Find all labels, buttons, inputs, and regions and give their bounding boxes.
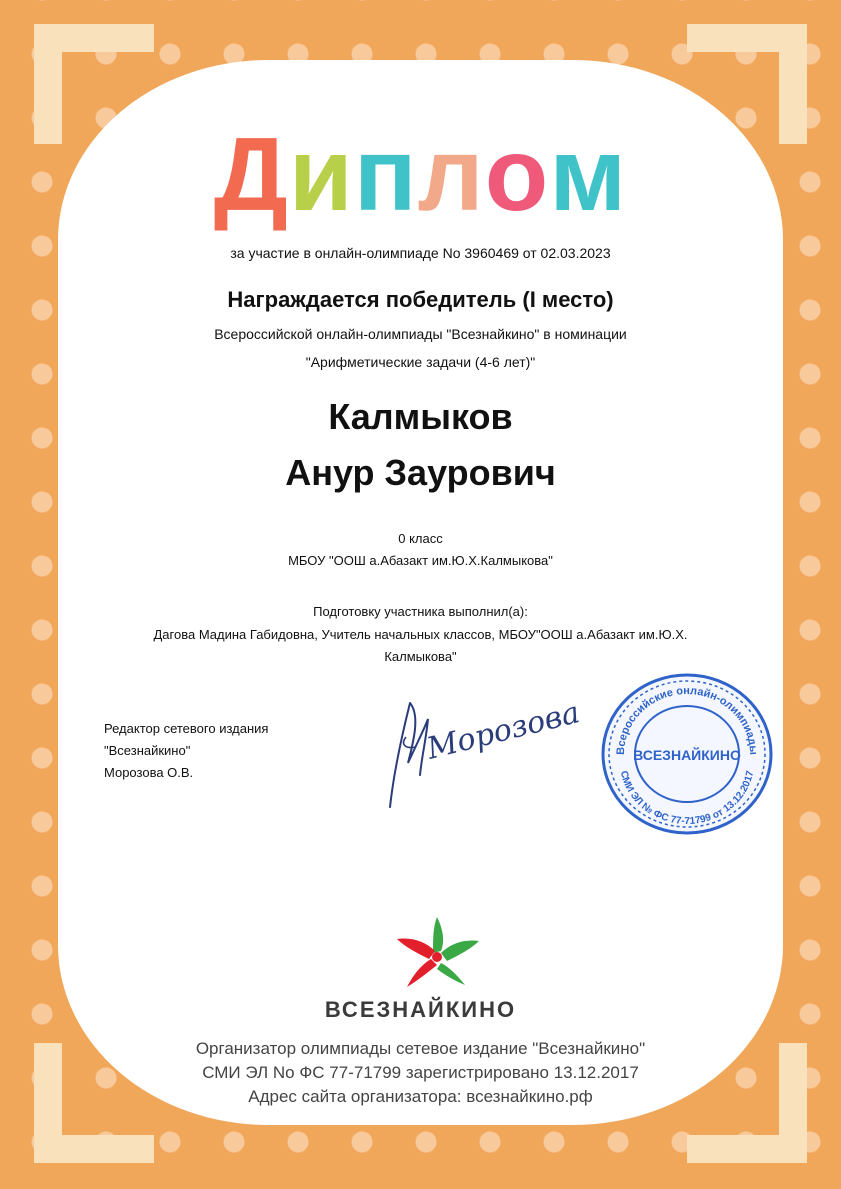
footer-registration: СМИ ЭЛ No ФС 77-71799 зарегистрировано 13.12.2017: [202, 1063, 639, 1082]
editor-name: Морозова О.В.: [104, 765, 194, 780]
title-letter: м: [549, 117, 628, 233]
recipient-surname: Калмыков: [328, 396, 513, 437]
stamp-ring-top: Всероссийские онлайн-олимпиады: [614, 684, 760, 756]
award-heading: Награждается победитель (I место): [227, 287, 614, 312]
editor-title: Редактор сетевого издания: [104, 721, 269, 736]
olympiad-line: Всероссийской онлайн-олимпиады "Всезнайкино" в номинации: [214, 326, 627, 342]
diploma-subtitle: за участие в онлайн-олимпиаде No 3960469 от 02.03.2023: [230, 245, 611, 261]
stamp-center: ВСЕЗНАЙКИНО: [633, 747, 741, 763]
footer-organizer: Организатор олимпиады сетевое издание "Всезнайкино": [195, 1039, 646, 1058]
editor-publication: "Всезнайкино": [104, 743, 191, 758]
title-letter: Д: [213, 117, 289, 233]
school: МБОУ "ООШ а.Абазакт им.Ю.Х.Калмыкова": [288, 553, 553, 568]
title-letter: л: [417, 117, 485, 233]
prepared-label: Подготовку участника выполнил(а):: [313, 604, 528, 619]
teacher-line-2: Калмыкова": [384, 649, 457, 664]
title-letter: п: [353, 117, 418, 233]
signature-text: Морозова: [423, 695, 584, 767]
diploma-title: [0, 117, 841, 233]
star-logo-icon: [393, 915, 483, 990]
footer-brand: ВСЕЗНАЙКИНО: [324, 997, 517, 1022]
signature: [380, 685, 584, 815]
editor-block: [104, 718, 268, 784]
title-letter: о: [484, 117, 550, 233]
grade: 0 класс: [398, 531, 443, 546]
teacher-line-1: Дагова Мадина Габидовна, Учитель начальных классов, МБОУ"ООШ а.Абазакт им.Ю.Х.: [153, 627, 688, 642]
nomination: "Арифметические задачи (4-6 лет)": [305, 354, 536, 370]
round-seal-icon: [598, 670, 776, 838]
title-letter: и: [288, 117, 354, 233]
footer-website: Адрес сайта организатора: всезнайкино.рф: [248, 1087, 593, 1106]
recipient-given-names: Анур Заурович: [285, 452, 556, 493]
stamp-ring-bottom: СМИ ЭЛ № ФС 77-71799 от 13.12.2017: [617, 769, 757, 828]
